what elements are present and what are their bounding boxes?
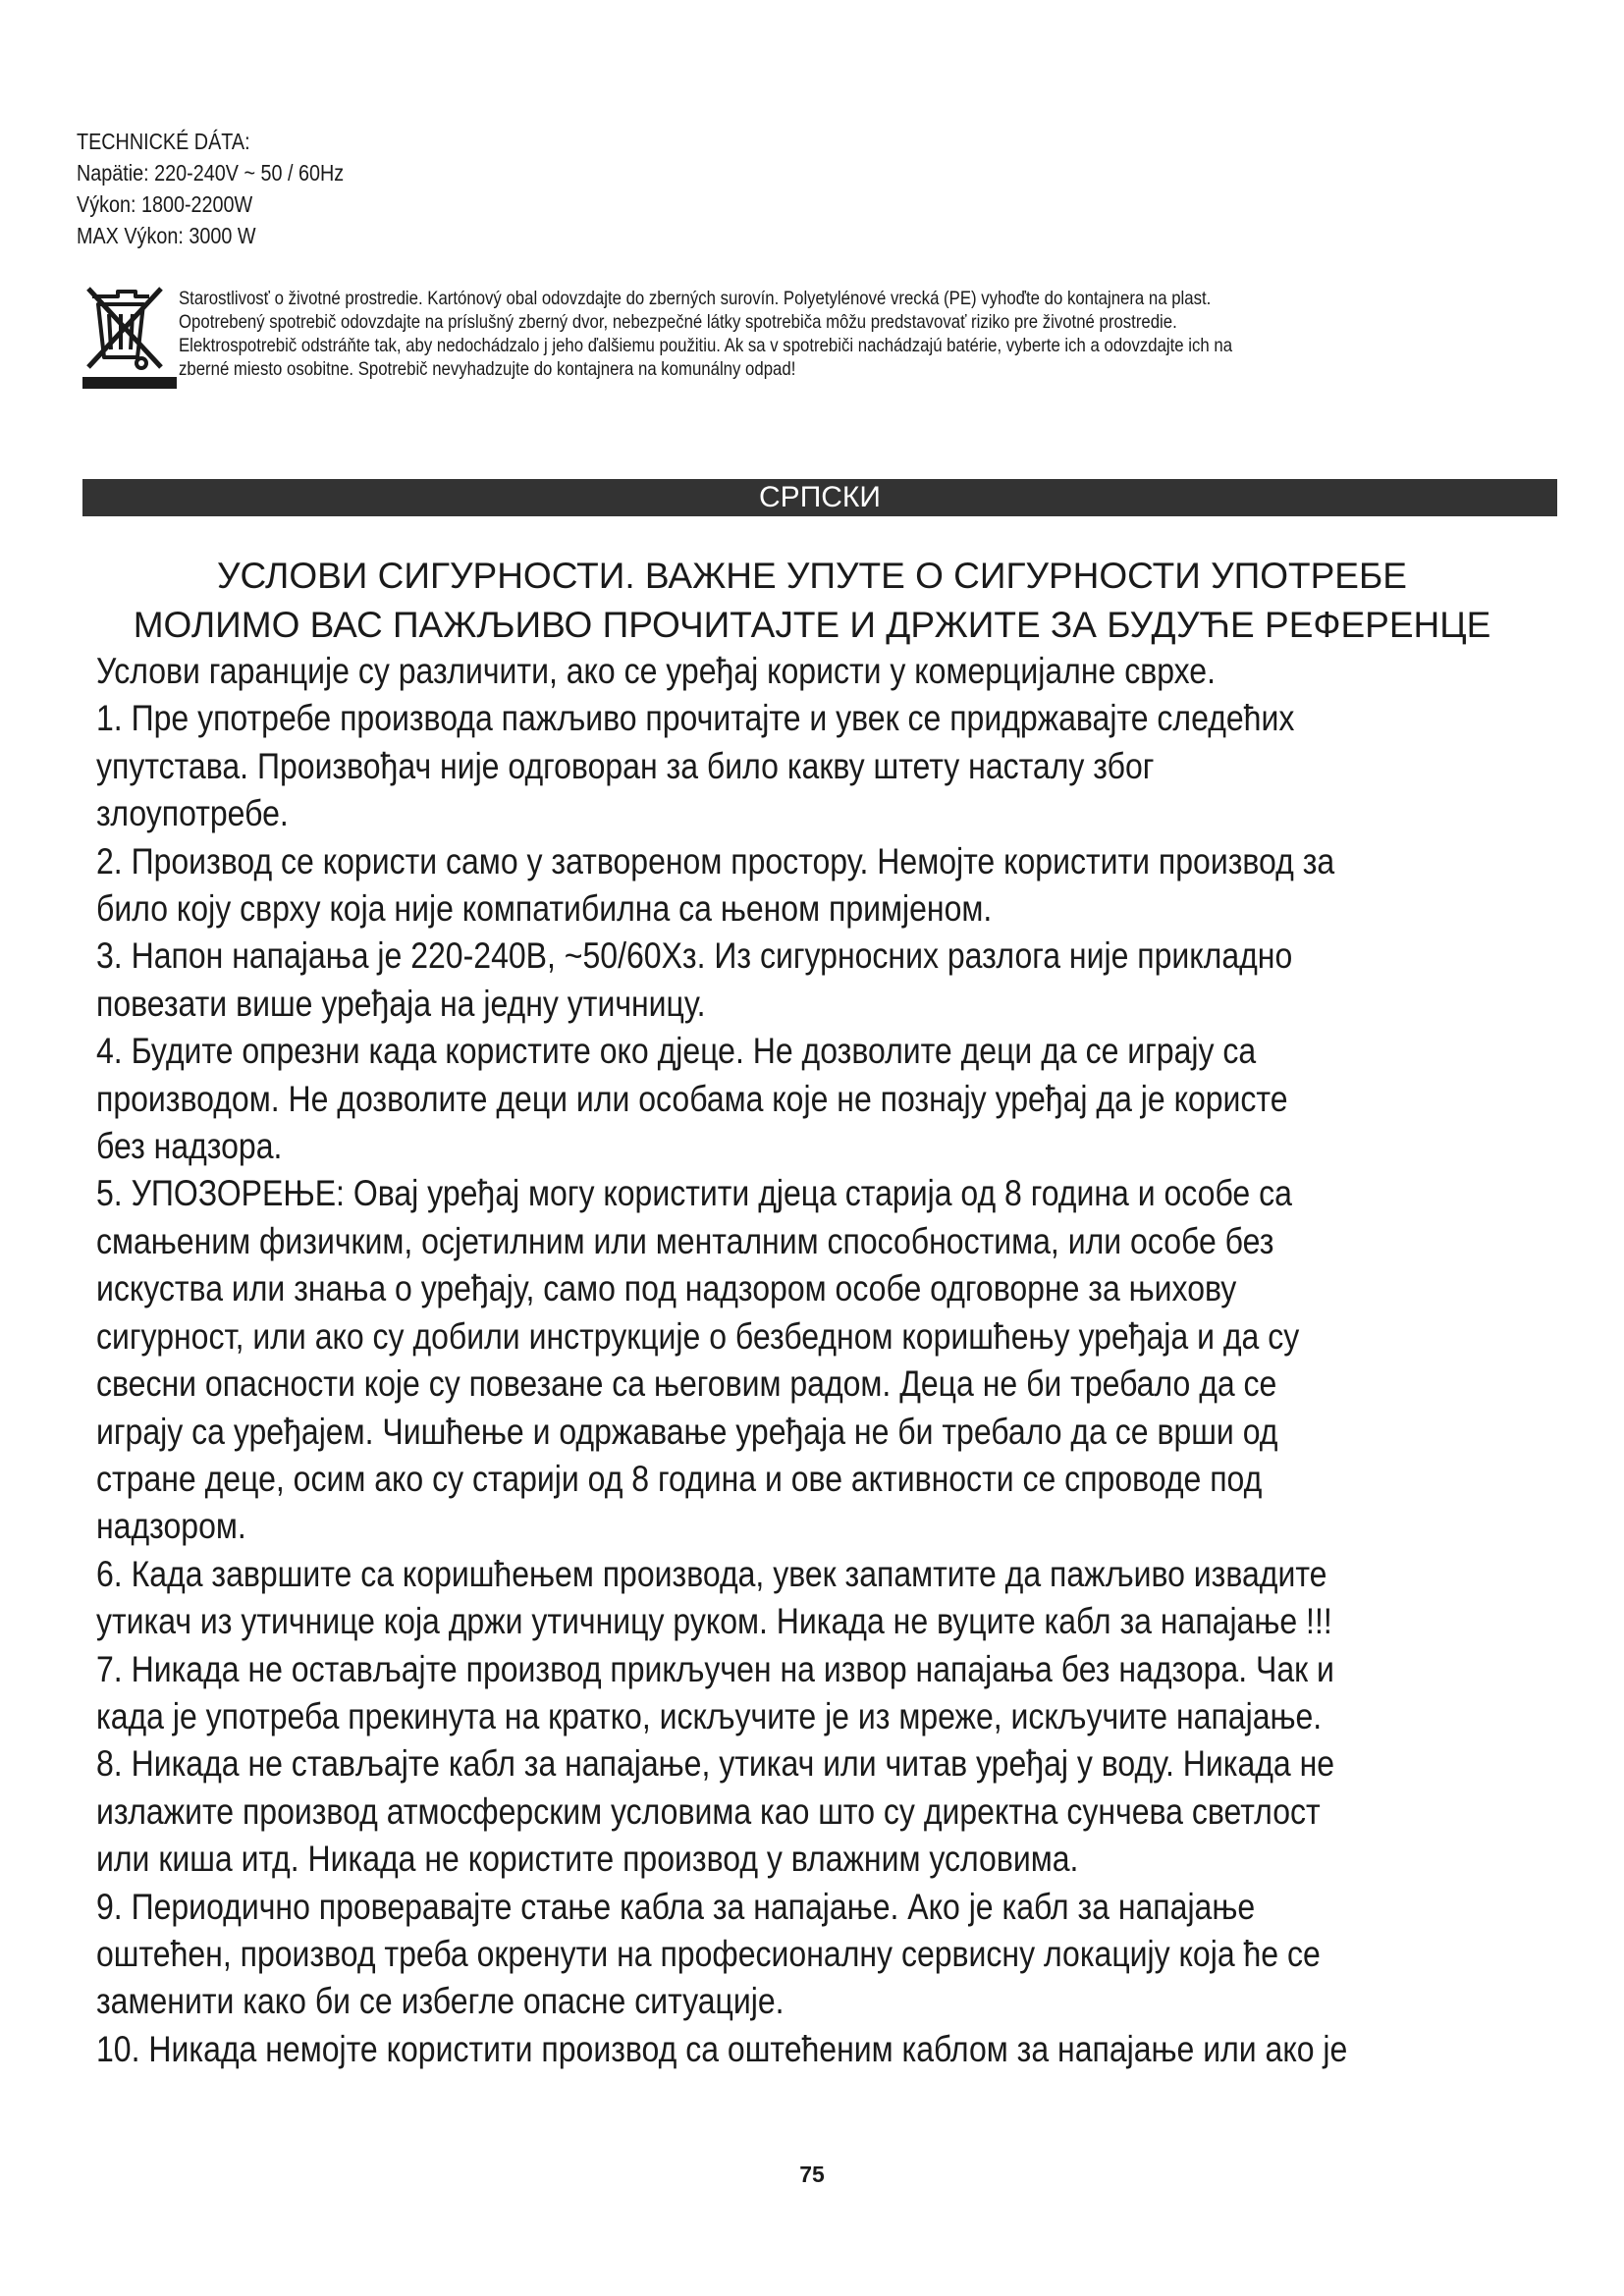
crossed-out-wheelie-bin-icon (79, 281, 177, 391)
safety-instructions (96, 648, 1541, 2073)
text-line: утикач из утичнице која држи утичницу руком. Никада не вуците кабл за напајање !!! (96, 1601, 1332, 1642)
text-line: производом. Не дозволите деци или особама које не познају уређај да је користе (96, 1078, 1288, 1119)
text-line: било коју сврху која није компатибилна са њеном примјеном. (96, 888, 993, 930)
technical-data-title: TECHNICKÉ DÁTA: (77, 129, 250, 154)
text-line: 3. Напон напајања је 220-240В, ~50/60Хз. Из сигурносних разлога није прикладно (96, 935, 1293, 977)
text-line: када је употреба прекинута на кратко, искључите је из мреже, искључите напајање. (96, 1695, 1323, 1736)
text-line: стране деце, осим ако су старији од 8 година и ове активности се спроводе под (96, 1458, 1263, 1499)
page-number: 75 (799, 2162, 825, 2187)
text-line: 4. Будите опрезни када користите око дјеце. Не дозволите деци да се играју са (96, 1031, 1257, 1072)
text-line: 1. Пре употребе производа пажљиво прочитајте и увек се придржавајте следећих (96, 698, 1295, 739)
text-line: 8. Никада не стављајте кабл за напајање, утикач или читав уређај у воду. Никада не (96, 1743, 1335, 1785)
text-line: 7. Никада не остављајте производ прикључен на извор напајања без надзора. Чак и (96, 1648, 1334, 1689)
text-line: без надзора. (96, 1126, 283, 1167)
text-line: надзором. (96, 1506, 246, 1547)
text-line: злоупотребе. (96, 793, 289, 834)
text-line: 10. Никада немојте користити производ са оштећеним каблом за напајање или ако је (96, 2028, 1348, 2069)
text-line: 2. Производ се користи само у затвореном простору. Немојте користити производ за (96, 840, 1335, 881)
environment-notice-line: Opotrebený spotrebič odovzdajte na príslušný zberný dvor, nebezpečné látky spotrebiča môžu predstavovať riziko pre životné prostredie. (179, 311, 1177, 333)
text-line: Услови гаранције су различити, ако се уређај користи у комерцијалне сврхе. (96, 651, 1217, 691)
voltage-spec: Napätie: 220-240V ~ 50 / 60Hz (77, 160, 345, 186)
text-line: смањеним физичким, осјетилним или менталним способностима, или особе без (96, 1220, 1274, 1261)
environment-notice-line: zberné miesto osobitne. Spotrebič nevyhadzujte do kontajnera na komunálny odpad! (179, 358, 796, 380)
language-section-bar (82, 479, 1557, 516)
safety-heading-line1: УСЛОВИ СИГУРНОСТИ. ВАЖНЕ УПУТЕ О СИГУРНОСТИ УПОТРЕБЕ (217, 556, 1407, 596)
safety-heading-line2: МОЛИМО ВАС ПАЖЉИВО ПРОЧИТАЈТЕ И ДРЖИТЕ ЗА БУДУЋЕ РЕФЕРЕНЦЕ (133, 605, 1491, 645)
environment-notice-line: Elektrospotrebič odstráňte tak, aby nedochádzalo j jeho ďalšiemu použitiu. Ak sa v spotrebiči nachádzajú batérie, vyberte ich a odovzdajte ich na (179, 335, 1233, 356)
text-line: оштећен, производ треба окренути на професионалну сервисну локацију која ће се (96, 1933, 1321, 1974)
max-power-spec: MAX Výkon: 3000 W (77, 223, 256, 248)
text-line: сигурност, или ако су добили инструкције о безбедном коришћењу уређаја и да су (96, 1315, 1300, 1357)
text-line: излажите производ атмосферским условима као што су директна сунчева светлост (96, 1790, 1321, 1832)
power-spec: Výkon: 1800-2200W (77, 191, 253, 217)
text-line: свесни опасности које су повезане са његовим радом. Деца не би требало да се (96, 1363, 1277, 1405)
environment-notice-line: Starostlivosť o životné prostredie. Kartónový obal odovzdajte do zberných surovín. Polyetylénové vrecká (PE) vyhoďte do kontajnera na plast. (179, 288, 1212, 309)
text-line: или киша итд. Никада не користите производ у влажним условима. (96, 1839, 1079, 1880)
text-line: 6. Када завршите са коришћењем производа, увек запамтите да пажљиво извадите (96, 1553, 1327, 1594)
text-line: 5. УПОЗОРЕЊЕ: Овај уређај могу користити дјеца старија од 8 година и особе са (96, 1173, 1292, 1214)
text-line: 9. Периодично проверавајте стање кабла за напајање. Ако је кабл за напајање (96, 1886, 1256, 1927)
text-line: повезати више уређаја на једну утичницу. (96, 983, 706, 1024)
text-line: играју са уређајем. Чишћење и одржавање уређаја не би требало да се врши од (96, 1411, 1278, 1452)
technical-data-block (77, 126, 344, 251)
text-line: искуства или знања о уређају, само под надзором особе одговорне за њихову (96, 1268, 1237, 1309)
text-line: заменити како би се избегле опасне ситуације. (96, 1981, 785, 2022)
environment-notice (179, 287, 1530, 381)
text-line: упутстава. Произвођач није одговоран за било какву штету насталу због (96, 745, 1155, 786)
language-label: СРПСКИ (759, 481, 881, 513)
